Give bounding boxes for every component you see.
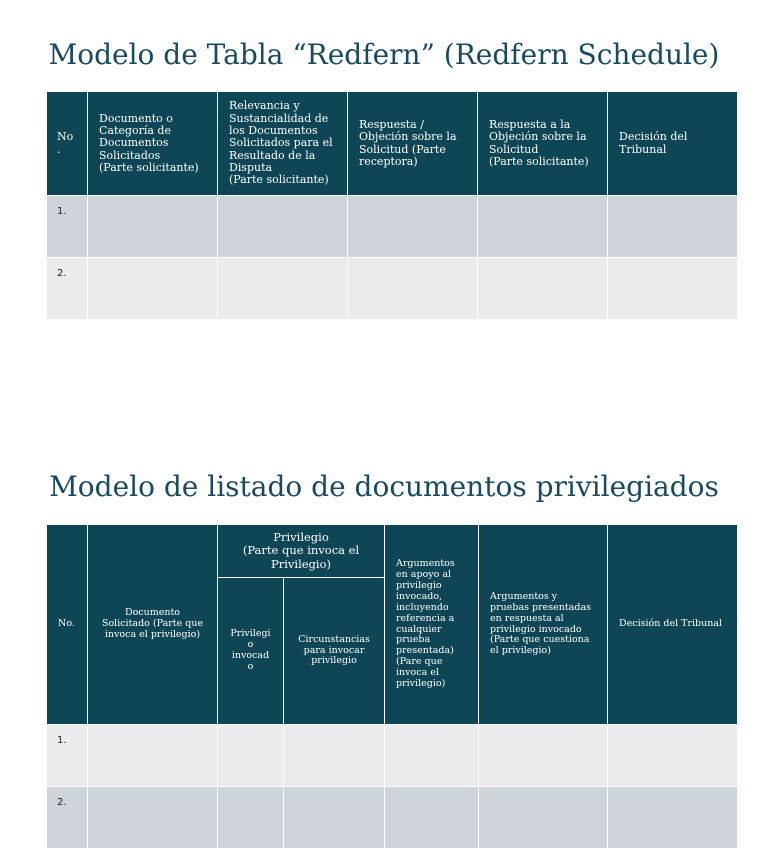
header-no: No .	[47, 92, 88, 196]
redfern-schedule-table	[46, 91, 738, 320]
header-documento-solicitado: Documento Solicitado (Parte que invoca el privilegio)	[88, 525, 218, 725]
table-cell[interactable]	[478, 258, 608, 320]
table-cell[interactable]	[88, 258, 218, 320]
table-cell[interactable]	[385, 787, 479, 849]
header-no: No.	[47, 525, 88, 725]
row-number: 1.	[47, 196, 88, 258]
row-number: 1.	[47, 725, 88, 787]
privilege-log-title: Modelo de listado de documentos privilegiados	[49, 470, 719, 503]
table-cell[interactable]	[608, 725, 738, 787]
header-argumentos-respuesta: Argumentos y pruebas presentadas en respuesta al privilegio invocado (Parte que cuestiona el privilegio)	[479, 525, 608, 725]
row-number: 2.	[47, 787, 88, 849]
privilege-log-table	[46, 524, 738, 849]
table-cell[interactable]	[88, 787, 218, 849]
table-cell[interactable]	[284, 725, 385, 787]
header-privilegio-group: Privilegio (Parte que invoca el Privilegio)	[218, 525, 385, 578]
table-cell[interactable]	[608, 258, 738, 320]
table-row	[47, 258, 738, 320]
table-cell[interactable]	[348, 196, 478, 258]
table-cell[interactable]	[284, 787, 385, 849]
redfern-table-title: Modelo de Tabla “Redfern” (Redfern Schedule)	[48, 38, 720, 71]
table-row	[47, 725, 738, 787]
table-cell[interactable]	[218, 196, 348, 258]
table-cell[interactable]	[608, 196, 738, 258]
header-circunstancias: Circunstancias para invocar privilegio	[284, 578, 385, 725]
table-cell[interactable]	[479, 787, 608, 849]
header-privilegio-invocado: Privilegi o invocad o	[218, 578, 284, 725]
table-cell[interactable]	[218, 258, 348, 320]
table-cell[interactable]	[218, 725, 284, 787]
row-number: 2.	[47, 258, 88, 320]
table-cell[interactable]	[478, 196, 608, 258]
table-cell[interactable]	[218, 787, 284, 849]
header-decision-tribunal: Decisión del Tribunal	[608, 525, 738, 725]
table-cell[interactable]	[479, 725, 608, 787]
table-cell[interactable]	[88, 196, 218, 258]
table-cell[interactable]	[608, 787, 738, 849]
table-cell[interactable]	[348, 258, 478, 320]
table-row	[47, 787, 738, 849]
header-respuesta-a-objecion: Respuesta a la Objeción sobre la Solicitud (Parte solicitante)	[478, 92, 608, 196]
header-decision-tribunal: Decisión del Tribunal	[608, 92, 738, 196]
header-argumentos-apoyo: Argumentos en apoyo al privilegio invocado, incluyendo referencia a cualquier prueba presentada) (Pare que invoca el privilegio)	[385, 525, 479, 725]
header-respuesta-objecion: Respuesta / Objeción sobre la Solicitud (Parte receptora)	[348, 92, 478, 196]
table-cell[interactable]	[88, 725, 218, 787]
table-cell[interactable]	[385, 725, 479, 787]
header-relevancia: Relevancia y Sustancialidad de los Documentos Solicitados para el Resultado de la Disputa (Parte solicitante)	[218, 92, 348, 196]
table-row	[47, 196, 738, 258]
header-documento-solicitado: Documento o Categoría de Documentos Solicitados (Parte solicitante)	[88, 92, 218, 196]
